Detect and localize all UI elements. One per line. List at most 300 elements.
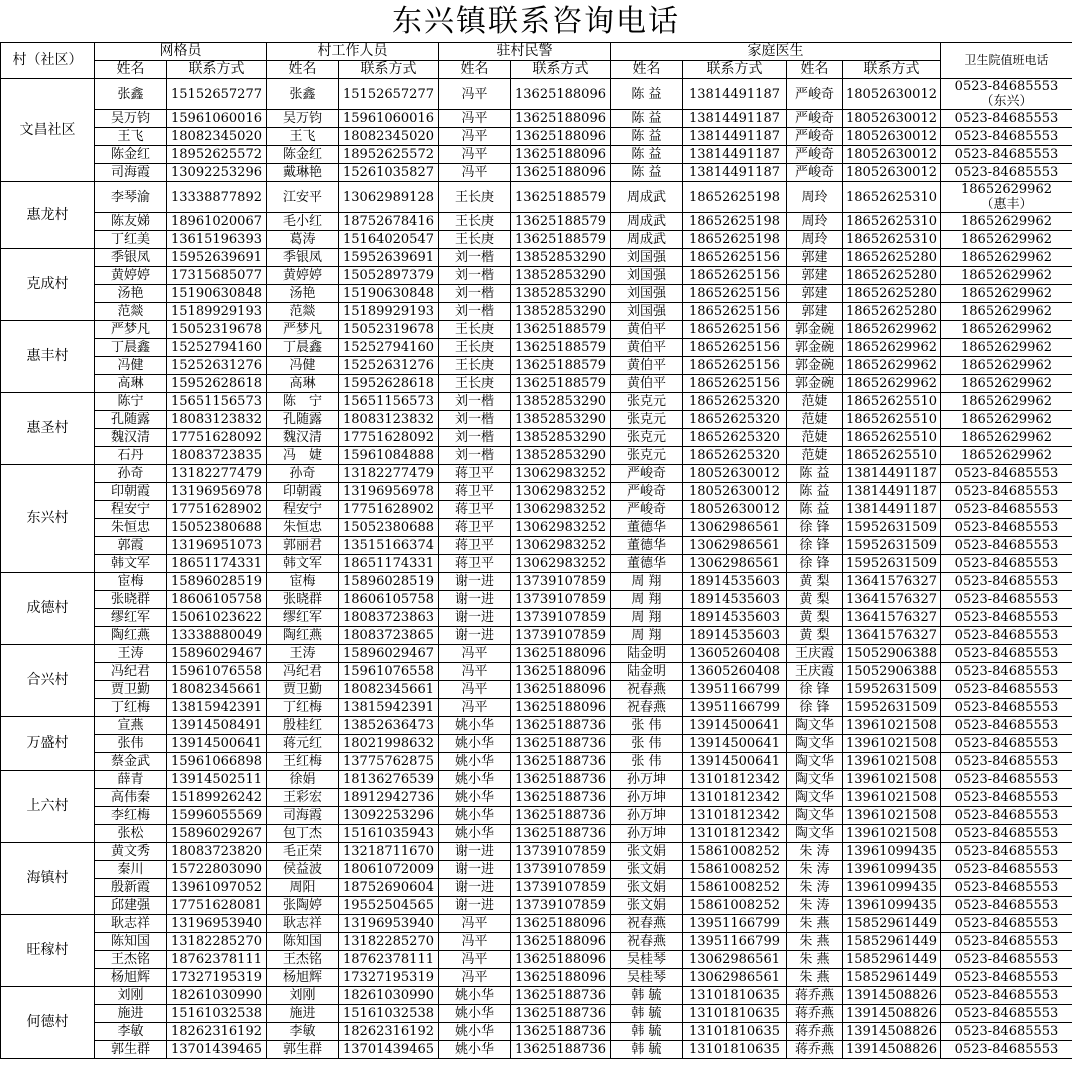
grid-worker-phone: 15252794160 xyxy=(167,339,267,357)
hospital-phone: 0523-84685553 xyxy=(941,627,1072,645)
police-phone: 13625188096 xyxy=(511,164,611,182)
grid-worker-name: 汤艳 xyxy=(95,285,167,303)
table-row xyxy=(1,915,1072,933)
table-row xyxy=(1,213,1072,231)
hospital-phone: 18652629962 xyxy=(941,303,1072,321)
contact-subheader: 联系方式 xyxy=(167,61,267,79)
table-row xyxy=(1,128,1072,146)
doctor1-phone: 13605260408 xyxy=(683,663,787,681)
staff-name: 王杰铭 xyxy=(267,951,339,969)
village-name: 合兴村 xyxy=(1,645,95,717)
doctor1-name: 张文娟 xyxy=(611,879,683,897)
doctor2-name: 徐 锋 xyxy=(787,519,843,537)
doctor1-phone: 18652625156 xyxy=(683,303,787,321)
doctor2-name: 陶文华 xyxy=(787,735,843,753)
doctor1-name: 严峻奇 xyxy=(611,465,683,483)
village-name: 成德村 xyxy=(1,573,95,645)
staff-name: 丁晨鑫 xyxy=(267,339,339,357)
village-name: 旺稼村 xyxy=(1,915,95,987)
doctor2-name: 郭金碗 xyxy=(787,339,843,357)
doctor2-phone: 13961021508 xyxy=(843,753,941,771)
staff-phone: 18083723863 xyxy=(339,609,439,627)
grid-worker-phone: 15961060016 xyxy=(167,110,267,128)
table-row xyxy=(1,645,1072,663)
doctor1-name: 陈 益 xyxy=(611,128,683,146)
table-row xyxy=(1,267,1072,285)
staff-name: 郭丽君 xyxy=(267,537,339,555)
doctor1-name: 黄伯平 xyxy=(611,357,683,375)
table-row xyxy=(1,447,1072,465)
hospital-phone: 0523-84685553 xyxy=(941,915,1072,933)
police-phone: 13852853290 xyxy=(511,411,611,429)
doctor1-name: 黄伯平 xyxy=(611,339,683,357)
doctor2-phone: 18652629962 xyxy=(843,339,941,357)
doctor1-name: 陆金明 xyxy=(611,645,683,663)
hospital-phone: 18652629962 xyxy=(941,231,1072,249)
table-row xyxy=(1,843,1072,861)
doctor2-name: 范婕 xyxy=(787,447,843,465)
doctor2-name: 黄 梨 xyxy=(787,591,843,609)
police-phone: 13739107859 xyxy=(511,573,611,591)
doctor2-phone: 15852961449 xyxy=(843,969,941,987)
staff-phone: 18021998632 xyxy=(339,735,439,753)
doctor2-name: 严峻奇 xyxy=(787,79,843,110)
grid-worker-name: 刘刚 xyxy=(95,987,167,1005)
grid-worker-phone: 13196956978 xyxy=(167,483,267,501)
doctor1-name: 刘国强 xyxy=(611,285,683,303)
doctor2-phone: 18652625310 xyxy=(843,213,941,231)
village-name: 文昌社区 xyxy=(1,79,95,182)
grid-worker-phone: 15952639691 xyxy=(167,249,267,267)
staff-name: 施进 xyxy=(267,1005,339,1023)
doctor2-phone: 15952631509 xyxy=(843,699,941,717)
hospital-phone: 0523-84685553 （东兴） xyxy=(941,79,1072,110)
table-row xyxy=(1,321,1072,339)
doctor2-name: 蒋乔燕 xyxy=(787,1005,843,1023)
police-name: 姚小华 xyxy=(439,771,511,789)
family-doctor-header: 家庭医生 xyxy=(611,43,941,61)
doctor1-phone: 13101812342 xyxy=(683,789,787,807)
doctor1-phone: 13101812342 xyxy=(683,807,787,825)
doctor1-name: 张克元 xyxy=(611,411,683,429)
grid-worker-name: 杨旭辉 xyxy=(95,969,167,987)
grid-worker-phone: 15952628618 xyxy=(167,375,267,393)
police-phone: 13739107859 xyxy=(511,627,611,645)
hospital-phone: 0523-84685553 xyxy=(941,933,1072,951)
police-name: 王长庚 xyxy=(439,231,511,249)
hospital-phone: 0523-84685553 xyxy=(941,969,1072,987)
staff-name: 季银凤 xyxy=(267,249,339,267)
doctor2-name: 徐 锋 xyxy=(787,555,843,573)
police-name: 刘一楷 xyxy=(439,411,511,429)
hospital-phone: 0523-84685553 xyxy=(941,753,1072,771)
village-staff-header: 村工作人员 xyxy=(267,43,439,61)
staff-phone: 15052897379 xyxy=(339,267,439,285)
name-subheader: 姓名 xyxy=(267,61,339,79)
doctor1-name: 周 翔 xyxy=(611,609,683,627)
police-phone: 13625188096 xyxy=(511,915,611,933)
police-phone: 13739107859 xyxy=(511,591,611,609)
doctor1-phone: 13814491187 xyxy=(683,79,787,110)
doctor1-phone: 18652625156 xyxy=(683,375,787,393)
grid-worker-phone: 15161032538 xyxy=(167,1005,267,1023)
grid-worker-name: 严梦凡 xyxy=(95,321,167,339)
doctor1-name: 张克元 xyxy=(611,447,683,465)
doctor2-phone: 18052630012 xyxy=(843,79,941,110)
police-phone: 13625188736 xyxy=(511,987,611,1005)
doctor2-phone: 18652629962 xyxy=(843,321,941,339)
police-name: 冯平 xyxy=(439,663,511,681)
grid-worker-phone: 18083723820 xyxy=(167,843,267,861)
police-phone: 13852853290 xyxy=(511,303,611,321)
doctor2-phone: 18652625280 xyxy=(843,249,941,267)
hospital-phone: 0523-84685553 xyxy=(941,110,1072,128)
table-row xyxy=(1,609,1072,627)
hospital-phone: 0523-84685553 xyxy=(941,1041,1072,1059)
doctor2-phone: 18652625280 xyxy=(843,303,941,321)
police-name: 冯平 xyxy=(439,128,511,146)
hospital-phone: 18652629962 xyxy=(941,375,1072,393)
staff-name: 王彩宏 xyxy=(267,789,339,807)
grid-worker-name: 陈金红 xyxy=(95,146,167,164)
grid-worker-phone: 17751628092 xyxy=(167,429,267,447)
doctor2-phone: 13961021508 xyxy=(843,789,941,807)
doctor2-phone: 15852961449 xyxy=(843,915,941,933)
police-phone: 13852853290 xyxy=(511,249,611,267)
police-name: 谢一进 xyxy=(439,591,511,609)
staff-name: 缪红军 xyxy=(267,609,339,627)
grid-worker-name: 李琴渝 xyxy=(95,182,167,213)
hospital-phone: 0523-84685553 xyxy=(941,465,1072,483)
grid-worker-phone: 13338877892 xyxy=(167,182,267,213)
hospital-phone: 0523-84685553 xyxy=(941,807,1072,825)
staff-name: 毛小红 xyxy=(267,213,339,231)
police-name: 王长庚 xyxy=(439,339,511,357)
village-name: 惠丰村 xyxy=(1,321,95,393)
police-phone: 13062983252 xyxy=(511,537,611,555)
grid-worker-phone: 15996055569 xyxy=(167,807,267,825)
doctor1-name: 陆金明 xyxy=(611,663,683,681)
doctor1-phone: 13605260408 xyxy=(683,645,787,663)
doctor1-name: 陈 益 xyxy=(611,110,683,128)
doctor1-name: 周成武 xyxy=(611,213,683,231)
contact-table xyxy=(0,42,1072,1059)
doctor1-name: 严峻奇 xyxy=(611,483,683,501)
hospital-phone: 0523-84685553 xyxy=(941,1023,1072,1041)
police-name: 王长庚 xyxy=(439,375,511,393)
table-row xyxy=(1,897,1072,915)
doctor1-phone: 13914500641 xyxy=(683,753,787,771)
doctor2-phone: 18052630012 xyxy=(843,146,941,164)
police-name: 冯平 xyxy=(439,681,511,699)
doctor2-name: 郭建 xyxy=(787,267,843,285)
doctor1-name: 董德华 xyxy=(611,555,683,573)
hospital-phone: 0523-84685553 xyxy=(941,951,1072,969)
doctor1-name: 孙万坤 xyxy=(611,789,683,807)
table-row xyxy=(1,1023,1072,1041)
staff-phone: 15651156573 xyxy=(339,393,439,411)
grid-worker-phone: 17315685077 xyxy=(167,267,267,285)
doctor1-name: 严峻奇 xyxy=(611,501,683,519)
police-name: 王长庚 xyxy=(439,357,511,375)
staff-phone: 13218711670 xyxy=(339,843,439,861)
doctor2-phone: 13961099435 xyxy=(843,897,941,915)
police-name: 姚小华 xyxy=(439,789,511,807)
doctor2-phone: 18652625510 xyxy=(843,447,941,465)
doctor1-phone: 18652625156 xyxy=(683,357,787,375)
staff-name: 贾卫勤 xyxy=(267,681,339,699)
hospital-phone: 0523-84685553 xyxy=(941,987,1072,1005)
doctor2-phone: 13814491187 xyxy=(843,501,941,519)
table-row xyxy=(1,555,1072,573)
staff-phone: 19552504565 xyxy=(339,897,439,915)
doctor1-name: 董德华 xyxy=(611,519,683,537)
doctor1-name: 韩 毓 xyxy=(611,1005,683,1023)
doctor1-phone: 18914535603 xyxy=(683,591,787,609)
grid-worker-name: 耿志祥 xyxy=(95,915,167,933)
grid-worker-phone: 13914500641 xyxy=(167,735,267,753)
staff-name: 司海霞 xyxy=(267,807,339,825)
table-row xyxy=(1,393,1072,411)
name-subheader: 姓名 xyxy=(787,61,843,79)
grid-worker-name: 陶红燕 xyxy=(95,627,167,645)
doctor2-name: 陶文华 xyxy=(787,771,843,789)
staff-phone: 18651174331 xyxy=(339,555,439,573)
staff-name: 高琳 xyxy=(267,375,339,393)
doctor2-name: 陈 益 xyxy=(787,465,843,483)
grid-worker-name: 陈知国 xyxy=(95,933,167,951)
doctor2-phone: 18652625510 xyxy=(843,393,941,411)
name-subheader: 姓名 xyxy=(95,61,167,79)
grid-worker-phone: 18952625572 xyxy=(167,146,267,164)
doctor2-phone: 13914508826 xyxy=(843,987,941,1005)
grid-worker-phone: 13815942391 xyxy=(167,699,267,717)
police-name: 谢一进 xyxy=(439,627,511,645)
police-phone: 13062983252 xyxy=(511,465,611,483)
village-name: 上六村 xyxy=(1,771,95,843)
police-phone: 13625188736 xyxy=(511,789,611,807)
doctor2-name: 徐 锋 xyxy=(787,537,843,555)
staff-phone: 15961060016 xyxy=(339,110,439,128)
doctor1-phone: 15861008252 xyxy=(683,861,787,879)
grid-worker-name: 丁红梅 xyxy=(95,699,167,717)
village-name: 惠圣村 xyxy=(1,393,95,465)
police-name: 刘一楷 xyxy=(439,429,511,447)
contact-subheader: 联系方式 xyxy=(511,61,611,79)
police-name: 姚小华 xyxy=(439,1005,511,1023)
police-name: 王长庚 xyxy=(439,321,511,339)
table-row xyxy=(1,969,1072,987)
grid-worker-phone: 18651174331 xyxy=(167,555,267,573)
doctor1-phone: 18652625320 xyxy=(683,429,787,447)
staff-phone: 15152657277 xyxy=(339,79,439,110)
police-phone: 13739107859 xyxy=(511,879,611,897)
staff-phone: 13775762875 xyxy=(339,753,439,771)
police-phone: 13062983252 xyxy=(511,555,611,573)
doctor1-name: 祝春燕 xyxy=(611,699,683,717)
police-name: 姚小华 xyxy=(439,1041,511,1059)
table-row xyxy=(1,627,1072,645)
hospital-phone: 0523-84685553 xyxy=(941,879,1072,897)
grid-worker-name: 丁晨鑫 xyxy=(95,339,167,357)
staff-name: 程安宁 xyxy=(267,501,339,519)
grid-worker-phone: 13701439465 xyxy=(167,1041,267,1059)
doctor1-name: 张 伟 xyxy=(611,753,683,771)
village-header: 村（社区） xyxy=(1,43,95,79)
doctor1-phone: 13062986561 xyxy=(683,519,787,537)
table-row xyxy=(1,164,1072,182)
doctor1-name: 周 翔 xyxy=(611,627,683,645)
police-phone: 13625188096 xyxy=(511,969,611,987)
staff-name: 戴琳艳 xyxy=(267,164,339,182)
doctor2-phone: 13914508826 xyxy=(843,1041,941,1059)
police-phone: 13625188736 xyxy=(511,825,611,843)
police-name: 冯平 xyxy=(439,915,511,933)
hospital-phone: 0523-84685553 xyxy=(941,555,1072,573)
doctor2-phone: 18652629962 xyxy=(843,357,941,375)
doctor1-name: 孙万坤 xyxy=(611,771,683,789)
doctor2-name: 黄 梨 xyxy=(787,627,843,645)
doctor1-phone: 13101810635 xyxy=(683,1023,787,1041)
staff-phone: 13182277479 xyxy=(339,465,439,483)
staff-name: 冯健 xyxy=(267,357,339,375)
hospital-phone: 0523-84685553 xyxy=(941,591,1072,609)
police-name: 冯平 xyxy=(439,699,511,717)
hospital-phone: 0523-84685553 xyxy=(941,717,1072,735)
doctor2-name: 郭金碗 xyxy=(787,321,843,339)
doctor2-name: 王庆霞 xyxy=(787,645,843,663)
grid-worker-phone: 18082345020 xyxy=(167,128,267,146)
doctor1-phone: 18914535603 xyxy=(683,609,787,627)
staff-name: 王红梅 xyxy=(267,753,339,771)
grid-worker-name: 范燚 xyxy=(95,303,167,321)
hospital-phone: 18652629962 xyxy=(941,357,1072,375)
staff-phone: 15161032538 xyxy=(339,1005,439,1023)
hospital-phone: 0523-84685553 xyxy=(941,681,1072,699)
table-row xyxy=(1,1041,1072,1059)
staff-name: 江安平 xyxy=(267,182,339,213)
police-name: 冯平 xyxy=(439,933,511,951)
staff-name: 张陶婷 xyxy=(267,897,339,915)
staff-phone: 13515166374 xyxy=(339,537,439,555)
staff-name: 陶红燕 xyxy=(267,627,339,645)
doctor1-phone: 18652625198 xyxy=(683,213,787,231)
doctor2-phone: 13641576327 xyxy=(843,591,941,609)
hospital-phone: 0523-84685553 xyxy=(941,735,1072,753)
police-name: 谢一进 xyxy=(439,861,511,879)
grid-worker-name: 朱恒忠 xyxy=(95,519,167,537)
grid-worker-name: 高伟秦 xyxy=(95,789,167,807)
doctor1-name: 张文娟 xyxy=(611,843,683,861)
doctor1-phone: 18652625156 xyxy=(683,321,787,339)
table-row xyxy=(1,182,1072,213)
doctor2-phone: 13961099435 xyxy=(843,861,941,879)
doctor2-phone: 13961099435 xyxy=(843,843,941,861)
table-row xyxy=(1,933,1072,951)
police-phone: 13625188579 xyxy=(511,182,611,213)
staff-phone: 15164020547 xyxy=(339,231,439,249)
doctor2-phone: 13914508826 xyxy=(843,1005,941,1023)
grid-worker-phone: 18083723835 xyxy=(167,447,267,465)
hospital-phone: 18652629962 （惠丰） xyxy=(941,182,1072,213)
doctor1-phone: 13951166799 xyxy=(683,915,787,933)
grid-worker-phone: 15961066898 xyxy=(167,753,267,771)
staff-name: 印朝霞 xyxy=(267,483,339,501)
table-row xyxy=(1,699,1072,717)
table-row xyxy=(1,1005,1072,1023)
grid-worker-name: 陈友娣 xyxy=(95,213,167,231)
doctor2-name: 蒋乔燕 xyxy=(787,1023,843,1041)
police-name: 姚小华 xyxy=(439,1023,511,1041)
grid-worker-phone: 18606105758 xyxy=(167,591,267,609)
doctor1-phone: 18052630012 xyxy=(683,465,787,483)
doctor2-name: 陶文华 xyxy=(787,717,843,735)
police-phone: 13625188736 xyxy=(511,807,611,825)
doctor2-name: 郭建 xyxy=(787,249,843,267)
village-name: 惠龙村 xyxy=(1,182,95,249)
doctor2-phone: 13961021508 xyxy=(843,717,941,735)
grid-worker-phone: 15052380688 xyxy=(167,519,267,537)
staff-phone: 18762378111 xyxy=(339,951,439,969)
doctor1-phone: 18052630012 xyxy=(683,483,787,501)
table-row xyxy=(1,411,1072,429)
doctor1-name: 刘国强 xyxy=(611,303,683,321)
staff-phone: 15961076558 xyxy=(339,663,439,681)
police-name: 姚小华 xyxy=(439,735,511,753)
hospital-phone: 0523-84685553 xyxy=(941,128,1072,146)
hospital-phone: 0523-84685553 xyxy=(941,164,1072,182)
doctor1-name: 张文娟 xyxy=(611,897,683,915)
staff-phone: 15896029467 xyxy=(339,645,439,663)
hospital-phone: 18652629962 xyxy=(941,411,1072,429)
staff-name: 冯纪君 xyxy=(267,663,339,681)
police-phone: 13739107859 xyxy=(511,609,611,627)
staff-name: 孙奇 xyxy=(267,465,339,483)
police-phone: 13625188096 xyxy=(511,699,611,717)
grid-worker-name: 吴万钧 xyxy=(95,110,167,128)
police-name: 王长庚 xyxy=(439,213,511,231)
doctor2-phone: 13814491187 xyxy=(843,483,941,501)
grid-worker-name: 孔随露 xyxy=(95,411,167,429)
staff-name: 周阳 xyxy=(267,879,339,897)
police-name: 谢一进 xyxy=(439,573,511,591)
police-phone: 13625188096 xyxy=(511,951,611,969)
staff-name: 孔随露 xyxy=(267,411,339,429)
staff-phone: 13852636473 xyxy=(339,717,439,735)
grid-worker-name: 郭霞 xyxy=(95,537,167,555)
grid-worker-phone: 13182285270 xyxy=(167,933,267,951)
grid-worker-phone: 13092253296 xyxy=(167,164,267,182)
grid-worker-name: 冯健 xyxy=(95,357,167,375)
grid-worker-phone: 15152657277 xyxy=(167,79,267,110)
doctor2-name: 严峻奇 xyxy=(787,128,843,146)
grid-worker-phone: 17327195319 xyxy=(167,969,267,987)
staff-name: 丁红梅 xyxy=(267,699,339,717)
police-phone: 13625188096 xyxy=(511,645,611,663)
contact-subheader: 联系方式 xyxy=(339,61,439,79)
hospital-phone: 18652629962 xyxy=(941,339,1072,357)
doctor2-phone: 13641576327 xyxy=(843,609,941,627)
staff-phone: 15190630848 xyxy=(339,285,439,303)
staff-phone: 18606105758 xyxy=(339,591,439,609)
table-row xyxy=(1,537,1072,555)
doctor1-phone: 13101810635 xyxy=(683,1005,787,1023)
staff-phone: 15896028519 xyxy=(339,573,439,591)
grid-worker-name: 张鑫 xyxy=(95,79,167,110)
hospital-phone: 0523-84685553 xyxy=(941,825,1072,843)
table-row xyxy=(1,951,1072,969)
grid-worker-name: 王飞 xyxy=(95,128,167,146)
